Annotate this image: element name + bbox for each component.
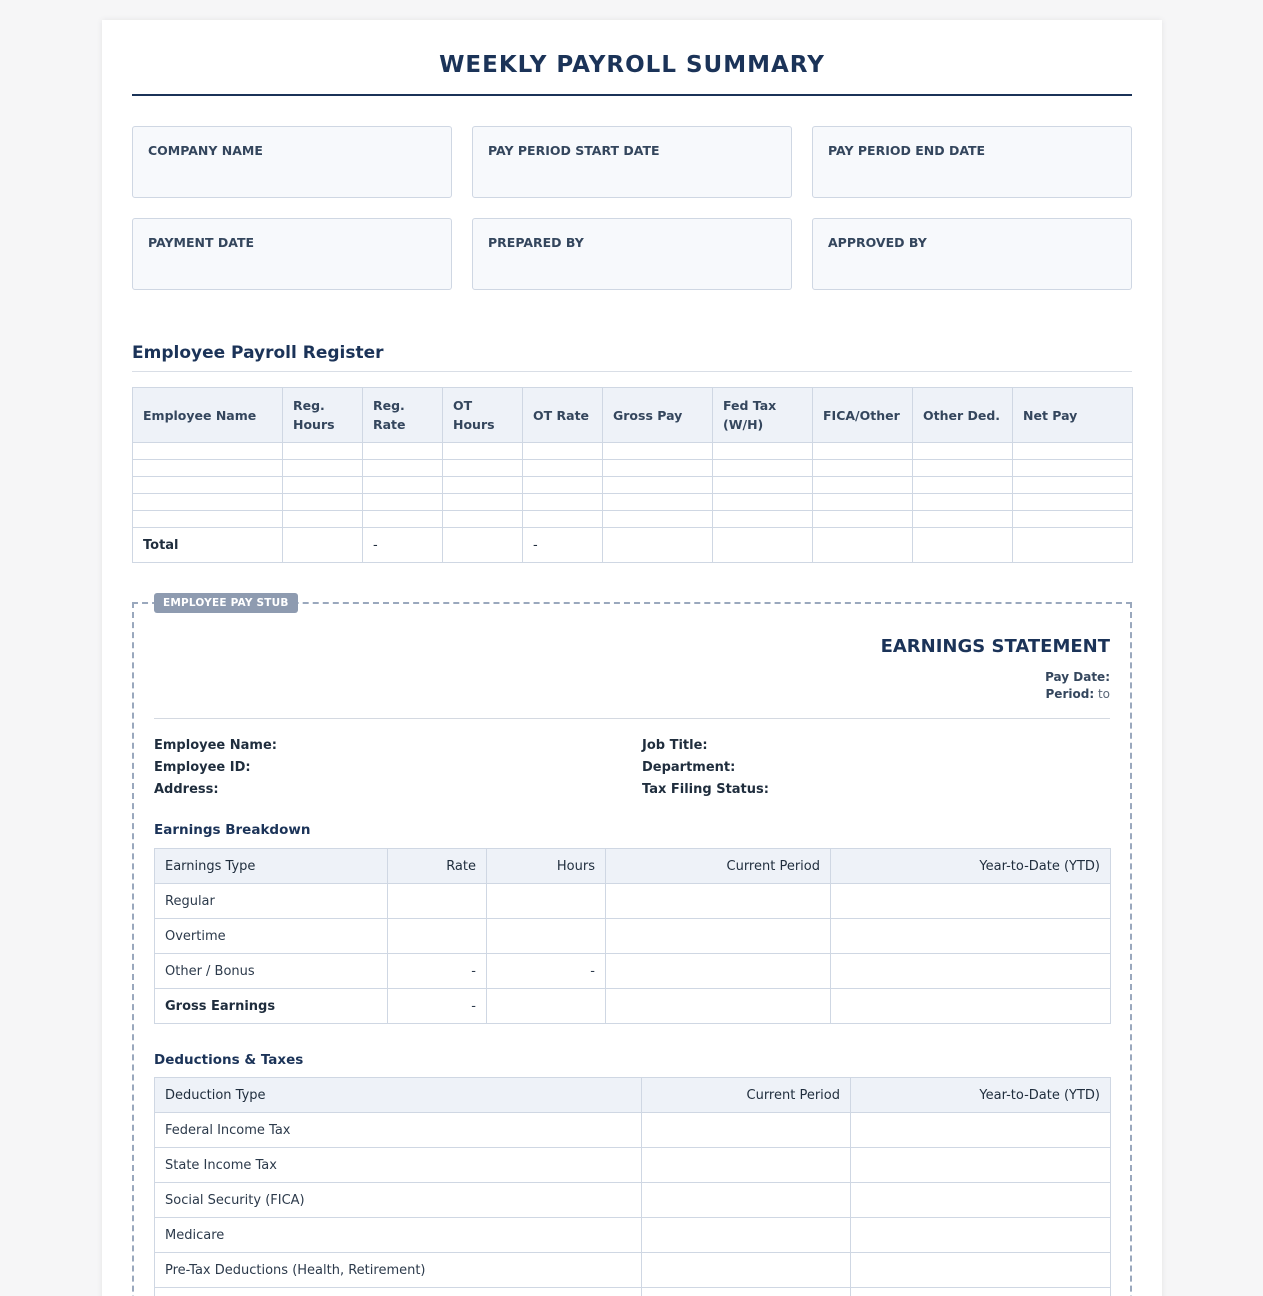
total-cell[interactable]: - — [523, 528, 603, 563]
register-cell[interactable] — [603, 477, 713, 494]
register-cell[interactable] — [813, 477, 913, 494]
payment-date-field[interactable] — [132, 218, 452, 290]
ytd-cell[interactable] — [851, 1148, 1111, 1183]
register-total-row — [133, 528, 1133, 563]
tax-filing-status-label: Tax Filing Status: — [642, 782, 769, 797]
register-cell[interactable] — [363, 443, 443, 460]
register-cell[interactable] — [283, 460, 363, 477]
field-label: APPROVED BY — [828, 235, 927, 250]
deductions-header-row — [155, 1078, 1111, 1113]
ytd-cell[interactable] — [831, 989, 1111, 1024]
table-row — [133, 494, 1133, 511]
table-row — [133, 511, 1133, 528]
table-row — [133, 477, 1133, 494]
column-header: Gross Pay — [603, 388, 713, 443]
period-line — [1046, 687, 1110, 701]
register-cell[interactable] — [813, 460, 913, 477]
earnings-type: Other / Bonus — [155, 954, 388, 989]
register-cell[interactable] — [603, 494, 713, 511]
company-name-field[interactable] — [132, 126, 452, 198]
ytd-cell[interactable] — [851, 1113, 1111, 1148]
column-header: Hours — [487, 849, 606, 884]
table-row — [155, 884, 1111, 919]
table-row — [133, 460, 1133, 477]
register-cell[interactable] — [133, 460, 283, 477]
title-divider — [132, 94, 1132, 96]
current-period-cell[interactable] — [606, 954, 831, 989]
column-header: Reg. Hours — [283, 388, 363, 443]
total-cell[interactable] — [713, 528, 813, 563]
table-row — [155, 1288, 1111, 1296]
employee-id-label: Employee ID: — [154, 760, 251, 775]
column-header: Rate — [388, 849, 487, 884]
current-period-cell[interactable] — [642, 1288, 851, 1296]
table-row — [155, 1218, 1111, 1253]
column-header: Employee Name — [133, 388, 283, 443]
column-header: Current Period — [642, 1078, 851, 1113]
deduction-type: Social Security (FICA) — [155, 1183, 642, 1218]
current-period-cell[interactable] — [642, 1253, 851, 1288]
table-row — [155, 1148, 1111, 1183]
ytd-cell[interactable] — [831, 884, 1111, 919]
current-period-cell[interactable] — [606, 989, 831, 1024]
field-label: PAYMENT DATE — [148, 235, 255, 250]
register-cell[interactable] — [133, 494, 283, 511]
employee-name-label: Employee Name: — [154, 738, 277, 753]
deductions-title: Deductions & Taxes — [154, 1052, 304, 1068]
column-header: Year-to-Date (YTD) — [851, 1078, 1111, 1113]
register-cell[interactable] — [443, 494, 523, 511]
register-cell[interactable] — [1013, 511, 1133, 528]
total-label: Total — [133, 528, 283, 563]
table-row — [155, 1183, 1111, 1218]
pay-period-start-field[interactable] — [472, 126, 792, 198]
register-cell[interactable] — [1013, 460, 1133, 477]
column-header: OT Hours — [443, 388, 523, 443]
field-label: PAY PERIOD END DATE — [828, 143, 986, 158]
register-cell[interactable] — [913, 460, 1013, 477]
register-cell[interactable] — [1013, 477, 1133, 494]
register-cell[interactable] — [363, 494, 443, 511]
register-cell[interactable] — [133, 477, 283, 494]
register-cell[interactable] — [913, 511, 1013, 528]
column-header: Year-to-Date (YTD) — [831, 849, 1111, 884]
field-label: PREPARED BY — [488, 235, 584, 250]
deduction-type: State Income Tax — [155, 1148, 642, 1183]
ytd-cell[interactable] — [851, 1218, 1111, 1253]
register-cell[interactable] — [523, 477, 603, 494]
current-period-cell[interactable] — [606, 919, 831, 954]
pay-period-end-field[interactable] — [812, 126, 1132, 198]
field-label: PAY PERIOD START DATE — [488, 143, 660, 158]
current-period-cell[interactable] — [606, 884, 831, 919]
column-header: Other Ded. — [913, 388, 1013, 443]
register-cell[interactable] — [603, 511, 713, 528]
register-header-row — [133, 388, 1133, 443]
payroll-sheet — [102, 20, 1162, 1296]
total-cell[interactable] — [603, 528, 713, 563]
register-cell[interactable] — [363, 477, 443, 494]
current-period-cell[interactable] — [642, 1148, 851, 1183]
approved-by-field[interactable] — [812, 218, 1132, 290]
register-cell[interactable] — [713, 511, 813, 528]
column-header: FICA/Other — [813, 388, 913, 443]
register-cell[interactable] — [713, 443, 813, 460]
register-cell[interactable] — [443, 460, 523, 477]
rate-cell[interactable] — [388, 884, 487, 919]
register-cell[interactable] — [713, 460, 813, 477]
register-cell[interactable] — [603, 460, 713, 477]
hours-cell[interactable]: - — [487, 954, 606, 989]
earnings-table — [154, 848, 1111, 1024]
register-cell[interactable] — [813, 443, 913, 460]
total-cell[interactable] — [913, 528, 1013, 563]
ytd-cell[interactable] — [851, 1253, 1111, 1288]
page-title: WEEKLY PAYROLL SUMMARY — [439, 52, 825, 78]
hours-cell[interactable] — [487, 989, 606, 1024]
register-cell[interactable] — [603, 443, 713, 460]
column-header: Net Pay — [1013, 388, 1133, 443]
earnings-type: Regular — [155, 884, 388, 919]
earnings-type: Gross Earnings — [155, 989, 388, 1024]
rate-cell[interactable]: - — [388, 954, 487, 989]
stub-divider — [154, 718, 1110, 719]
pay-date-label: Pay Date: — [1045, 670, 1110, 684]
register-cell[interactable] — [523, 511, 603, 528]
register-cell[interactable] — [523, 460, 603, 477]
register-cell[interactable] — [1013, 443, 1133, 460]
period-label: Period: — [1045, 687, 1095, 701]
current-period-cell[interactable] — [642, 1113, 851, 1148]
deduction-type: Federal Income Tax — [155, 1113, 642, 1148]
deduction-type: Pre-Tax Deductions (Health, Retirement) — [155, 1253, 642, 1288]
register-cell[interactable] — [813, 511, 913, 528]
column-header: Reg. Rate — [363, 388, 443, 443]
column-header: Deduction Type — [155, 1078, 642, 1113]
ytd-cell[interactable] — [831, 919, 1111, 954]
register-title: Employee Payroll Register — [132, 343, 384, 363]
table-row — [155, 954, 1111, 989]
department-label: Department: — [642, 760, 736, 775]
current-period-cell[interactable] — [642, 1218, 851, 1253]
hours-cell[interactable] — [487, 919, 606, 954]
register-cell[interactable] — [523, 494, 603, 511]
ytd-cell[interactable] — [851, 1183, 1111, 1218]
payroll-register-table — [132, 387, 1133, 563]
table-row — [155, 1253, 1111, 1288]
earnings-breakdown-title: Earnings Breakdown — [154, 822, 311, 838]
column-header: Fed Tax (W/H) — [713, 388, 813, 443]
register-cell[interactable] — [133, 511, 283, 528]
earnings-type: Overtime — [155, 919, 388, 954]
register-cell[interactable] — [283, 477, 363, 494]
table-row — [155, 919, 1111, 954]
period-separator: to — [1097, 687, 1110, 701]
pay-stub — [132, 597, 1132, 1296]
address-label: Address: — [154, 782, 219, 797]
register-cell[interactable] — [913, 443, 1013, 460]
register-cell[interactable] — [813, 494, 913, 511]
register-cell[interactable] — [1013, 494, 1133, 511]
register-cell[interactable] — [713, 477, 813, 494]
register-cell[interactable] — [283, 511, 363, 528]
register-cell[interactable] — [283, 443, 363, 460]
prepared-by-field[interactable] — [472, 218, 792, 290]
register-cell[interactable] — [443, 477, 523, 494]
register-divider — [132, 371, 1132, 372]
deduction-type — [155, 1288, 642, 1296]
total-cell[interactable] — [1013, 528, 1133, 563]
earnings-header-row — [155, 849, 1111, 884]
register-cell[interactable] — [443, 511, 523, 528]
register-cell[interactable] — [913, 494, 1013, 511]
table-row — [155, 1113, 1111, 1148]
total-cell[interactable] — [813, 528, 913, 563]
deduction-type: Medicare — [155, 1218, 642, 1253]
total-cell[interactable] — [443, 528, 523, 563]
hours-cell[interactable] — [487, 884, 606, 919]
current-period-cell[interactable] — [642, 1183, 851, 1218]
deductions-table — [154, 1077, 1111, 1296]
column-header: Earnings Type — [155, 849, 388, 884]
earnings-statement-title: EARNINGS STATEMENT — [880, 636, 1110, 657]
total-cell[interactable]: - — [363, 528, 443, 563]
register-cell[interactable] — [363, 511, 443, 528]
column-header: OT Rate — [523, 388, 603, 443]
job-title-label: Job Title: — [642, 738, 708, 753]
column-header: Current Period — [606, 849, 831, 884]
register-cell[interactable] — [523, 443, 603, 460]
pay-date-line — [1045, 670, 1110, 684]
pay-stub-tag: EMPLOYEE PAY STUB — [154, 593, 298, 613]
table-row — [133, 443, 1133, 460]
register-cell[interactable] — [283, 494, 363, 511]
register-cell[interactable] — [713, 494, 813, 511]
ytd-cell[interactable] — [831, 954, 1111, 989]
register-cell[interactable] — [443, 443, 523, 460]
register-cell[interactable] — [133, 443, 283, 460]
table-row — [155, 989, 1111, 1024]
register-cell[interactable] — [363, 460, 443, 477]
rate-cell[interactable] — [388, 919, 487, 954]
total-cell[interactable] — [283, 528, 363, 563]
rate-cell[interactable]: - — [388, 989, 487, 1024]
ytd-cell[interactable] — [851, 1288, 1111, 1296]
register-cell[interactable] — [913, 477, 1013, 494]
field-label: COMPANY NAME — [148, 143, 263, 158]
